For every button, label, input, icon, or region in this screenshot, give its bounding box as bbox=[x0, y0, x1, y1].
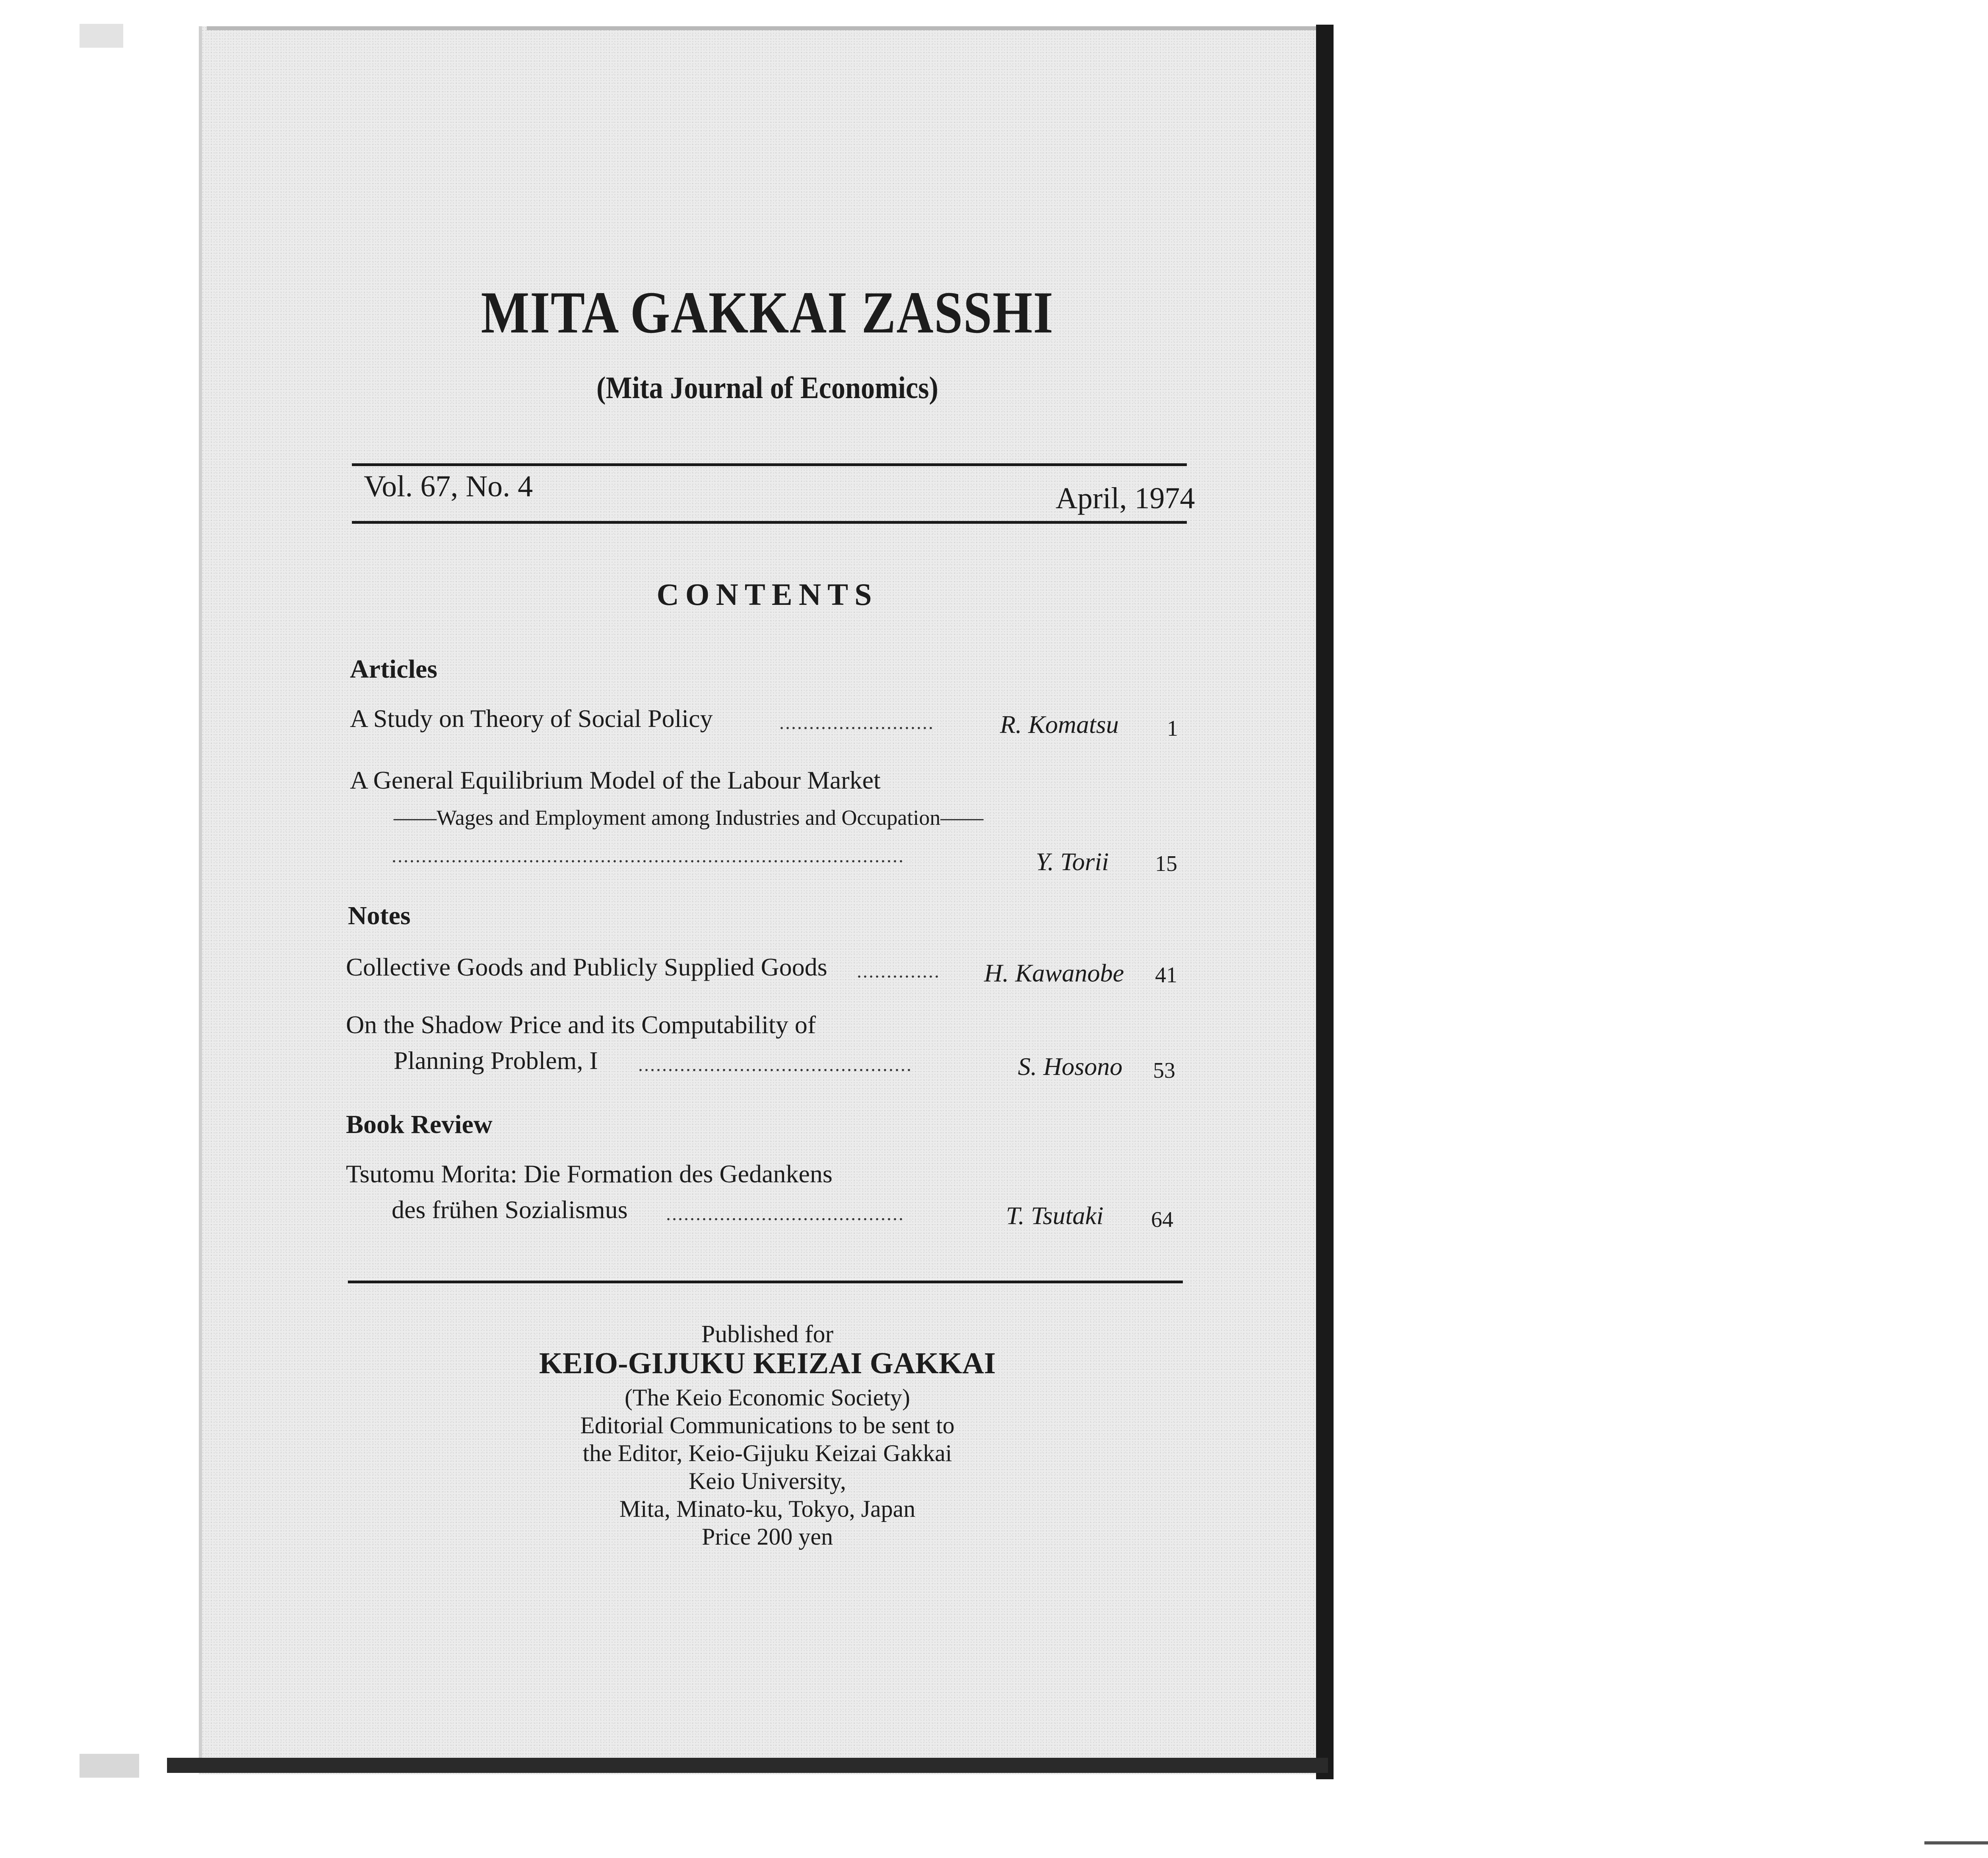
rule-bottom bbox=[352, 521, 1187, 524]
scan-shadow bbox=[80, 24, 123, 48]
publisher-line: Published for bbox=[701, 1321, 834, 1348]
publisher-line: the Editor, Keio-Gijuku Keizai Gakkai bbox=[582, 1440, 952, 1466]
rule-publisher bbox=[348, 1281, 1183, 1283]
entry-subtitle: ——Wages and Employment among Industries and Occupation—— bbox=[394, 806, 984, 830]
entry-leader-dots: .............................................. bbox=[638, 1054, 912, 1075]
entry-title: Collective Goods and Publicly Supplied Goods bbox=[346, 953, 827, 981]
issue-date: April, 1974 bbox=[1056, 482, 1195, 515]
contents-heading: CONTENTS bbox=[656, 577, 878, 612]
entry-leader-dots: ...................................................................................... bbox=[392, 845, 905, 867]
entry-title-line: On the Shadow Price and its Computability of bbox=[346, 1011, 816, 1039]
entry-page: 53 bbox=[1153, 1058, 1175, 1083]
entry-title: A Study on Theory of Social Policy bbox=[350, 704, 713, 733]
publisher-line: Editorial Communications to be sent to bbox=[580, 1412, 955, 1438]
publisher-name: KEIO-GIJUKU KEIZAI GAKKAI bbox=[539, 1347, 996, 1380]
scan-shadow bbox=[80, 1754, 139, 1778]
entry-title: A General Equilibrium Model of the Labour Market bbox=[350, 766, 881, 794]
entry-author: S. Hosono bbox=[1018, 1052, 1123, 1081]
price: Price 200 yen bbox=[702, 1524, 833, 1550]
entry-page: 1 bbox=[1167, 716, 1178, 741]
section-heading-notes: Notes bbox=[348, 901, 411, 930]
section-heading-articles: Articles bbox=[350, 655, 437, 684]
journal-subtitle: (Mita Journal of Economics) bbox=[596, 370, 938, 405]
entry-title-line: Tsutomu Morita: Die Formation des Gedankens bbox=[346, 1160, 833, 1188]
volume-number: Vol. 67, No. 4 bbox=[364, 470, 533, 503]
entry-page: 64 bbox=[1151, 1207, 1173, 1232]
entry-author: Y. Torii bbox=[1036, 847, 1109, 876]
entry-page: 41 bbox=[1155, 963, 1177, 987]
entry-page: 15 bbox=[1155, 851, 1177, 876]
entry-leader-dots: ........................................ bbox=[666, 1203, 905, 1224]
publisher-address: Mita, Minato-ku, Tokyo, Japan bbox=[619, 1496, 916, 1522]
journal-title: MITA GAKKAI ZASSHI bbox=[481, 280, 1054, 346]
page-edge-bottom bbox=[167, 1758, 1328, 1773]
scan-artifact-line bbox=[1924, 1841, 1988, 1844]
entry-title-line: Planning Problem, I bbox=[394, 1046, 598, 1075]
entry-leader-dots: .............. bbox=[857, 961, 940, 982]
publisher-line: (The Keio Economic Society) bbox=[624, 1384, 911, 1411]
page-edge-top bbox=[207, 26, 1316, 30]
section-heading-book-review: Book Review bbox=[346, 1110, 493, 1139]
entry-author: R. Komatsu bbox=[1000, 710, 1119, 739]
entry-author: T. Tsutaki bbox=[1006, 1201, 1104, 1230]
entry-leader-dots: .......................... bbox=[779, 712, 934, 733]
publisher-line: Keio University, bbox=[688, 1468, 846, 1494]
rule-top bbox=[352, 463, 1187, 466]
entry-title-line: des frühen Sozialismus bbox=[392, 1195, 628, 1224]
entry-author: H. Kawanobe bbox=[984, 959, 1124, 987]
